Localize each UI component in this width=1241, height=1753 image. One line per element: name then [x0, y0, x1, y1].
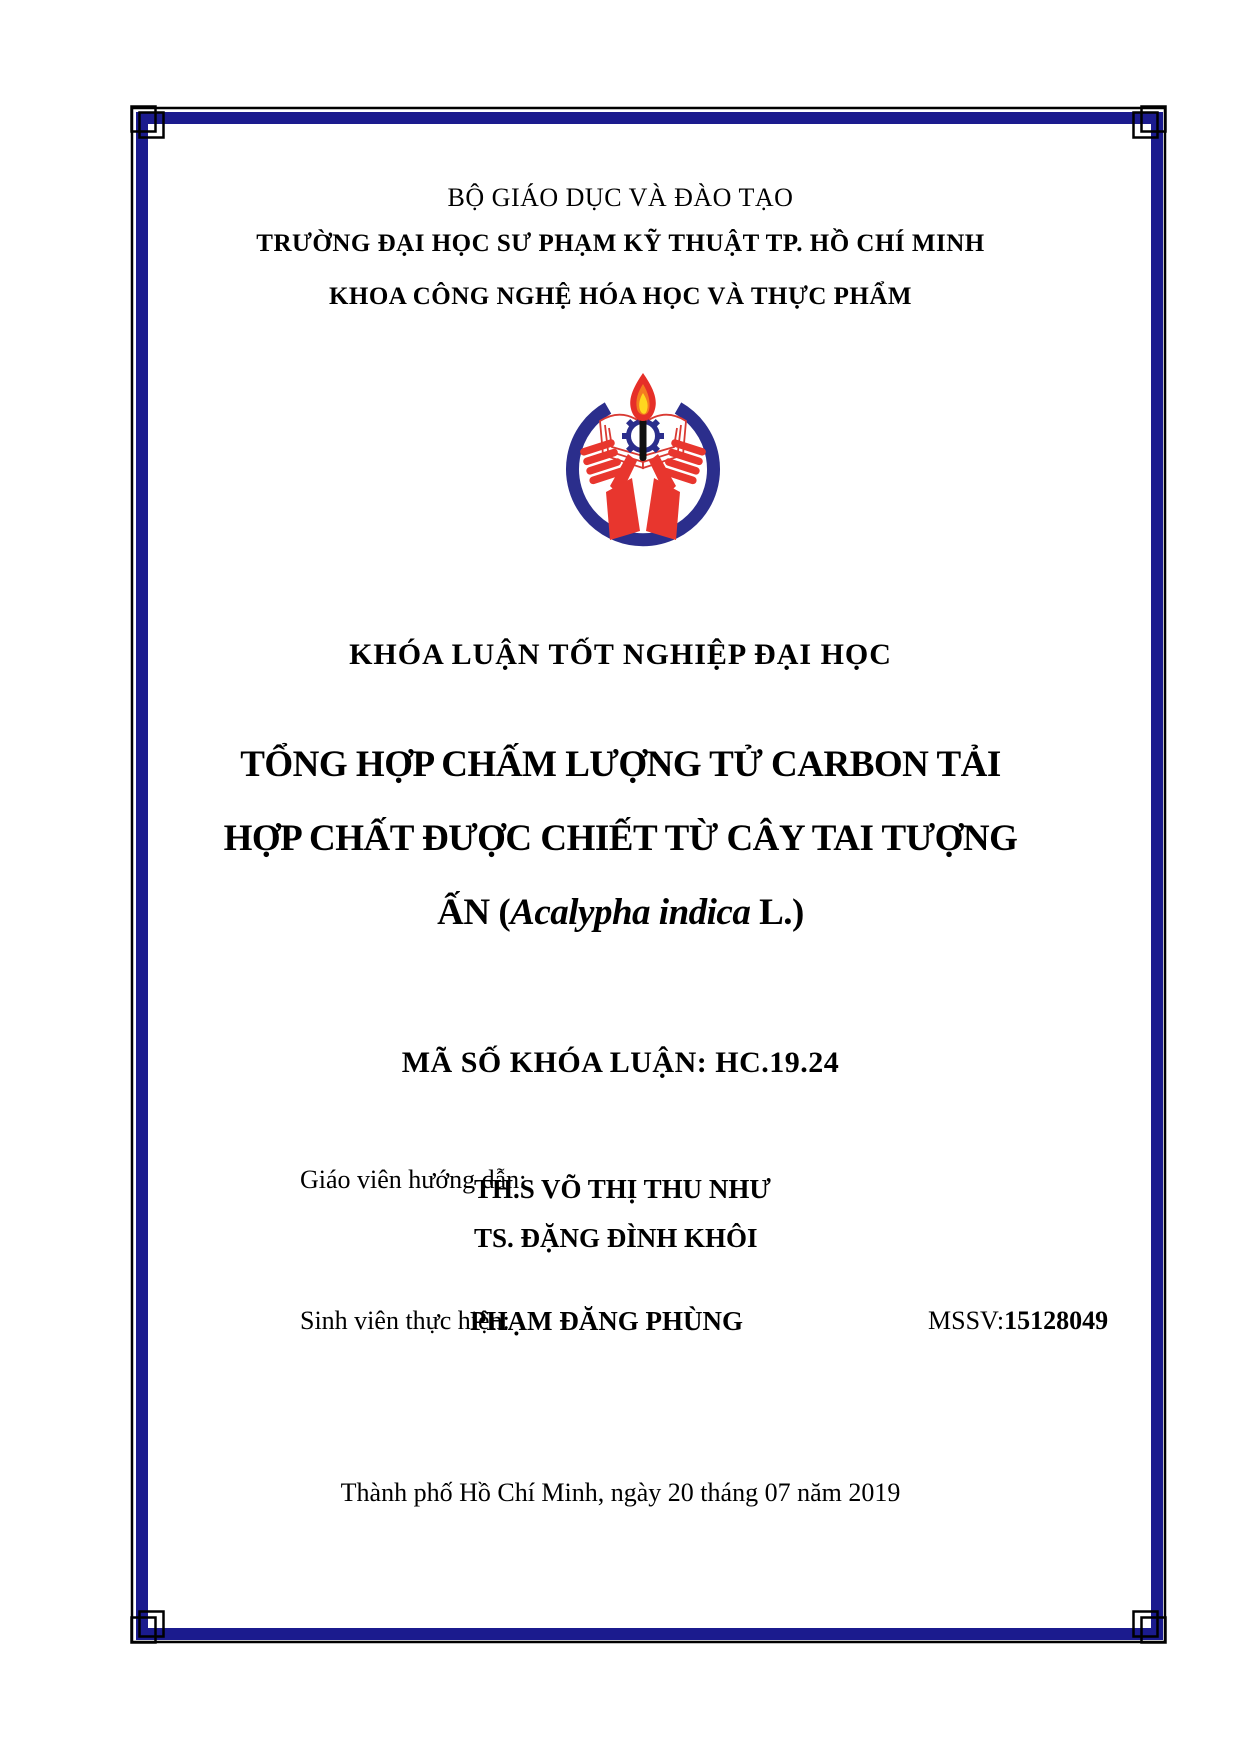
thesis-title-line-1: TỔNG HỢP CHẤM LƯỢNG TỬ CARBON TẢI: [240, 744, 1001, 785]
thesis-title-line3-suffix: L.): [750, 892, 804, 933]
university-name: TRƯỜNG ĐẠI HỌC SƯ PHẠM KỸ THUẬT TP. HỒ CHÍ MINH: [256, 230, 985, 257]
student-id-label: MSSV:: [928, 1306, 1005, 1335]
thesis-type-heading: KHÓA LUẬN TỐT NGHIỆP ĐẠI HỌC: [349, 638, 892, 671]
student-name: PHẠM ĐĂNG PHÙNG: [470, 1306, 743, 1336]
species-name-italic: Acalypha indica: [510, 892, 751, 933]
student-label: Sinh viên thực hiện:: [300, 1306, 510, 1335]
thesis-code: MÃ SỐ KHÓA LUẬN: HC.19.24: [401, 1046, 840, 1079]
student-id-value: 15128049: [1004, 1306, 1109, 1335]
advisor-name-1: TH.S VÕ THỊ THU NHƯ: [474, 1174, 771, 1204]
thesis-title: [148, 728, 1093, 950]
thesis-title-line-3: [148, 876, 1093, 950]
thesis-title-line-2: HỢP CHẤT ĐƯỢC CHIẾT TỪ CÂY TAI TƯỢNG: [223, 818, 1018, 859]
advisor-name-2: TS. ĐẶNG ĐÌNH KHÔI: [474, 1223, 758, 1253]
advisor-names: [474, 1165, 771, 1263]
student-id: [928, 1306, 1108, 1336]
place-date-line: Thành phố Hồ Chí Minh, ngày 20 tháng 07 năm 2019: [340, 1478, 901, 1507]
flame-icon: [630, 373, 656, 421]
thesis-title-line3-prefix: ẤN (: [437, 892, 511, 933]
faculty-name: KHOA CÔNG NGHỆ HÓA HỌC VÀ THỰC PHẨM: [328, 283, 913, 310]
ministry-name: BỘ GIÁO DỤC VÀ ĐÀO TẠO: [447, 183, 794, 212]
advisor-label: Giáo viên hướng dẫn:: [300, 1165, 527, 1194]
university-logo-icon: [558, 366, 728, 556]
university-logo: [558, 366, 728, 556]
